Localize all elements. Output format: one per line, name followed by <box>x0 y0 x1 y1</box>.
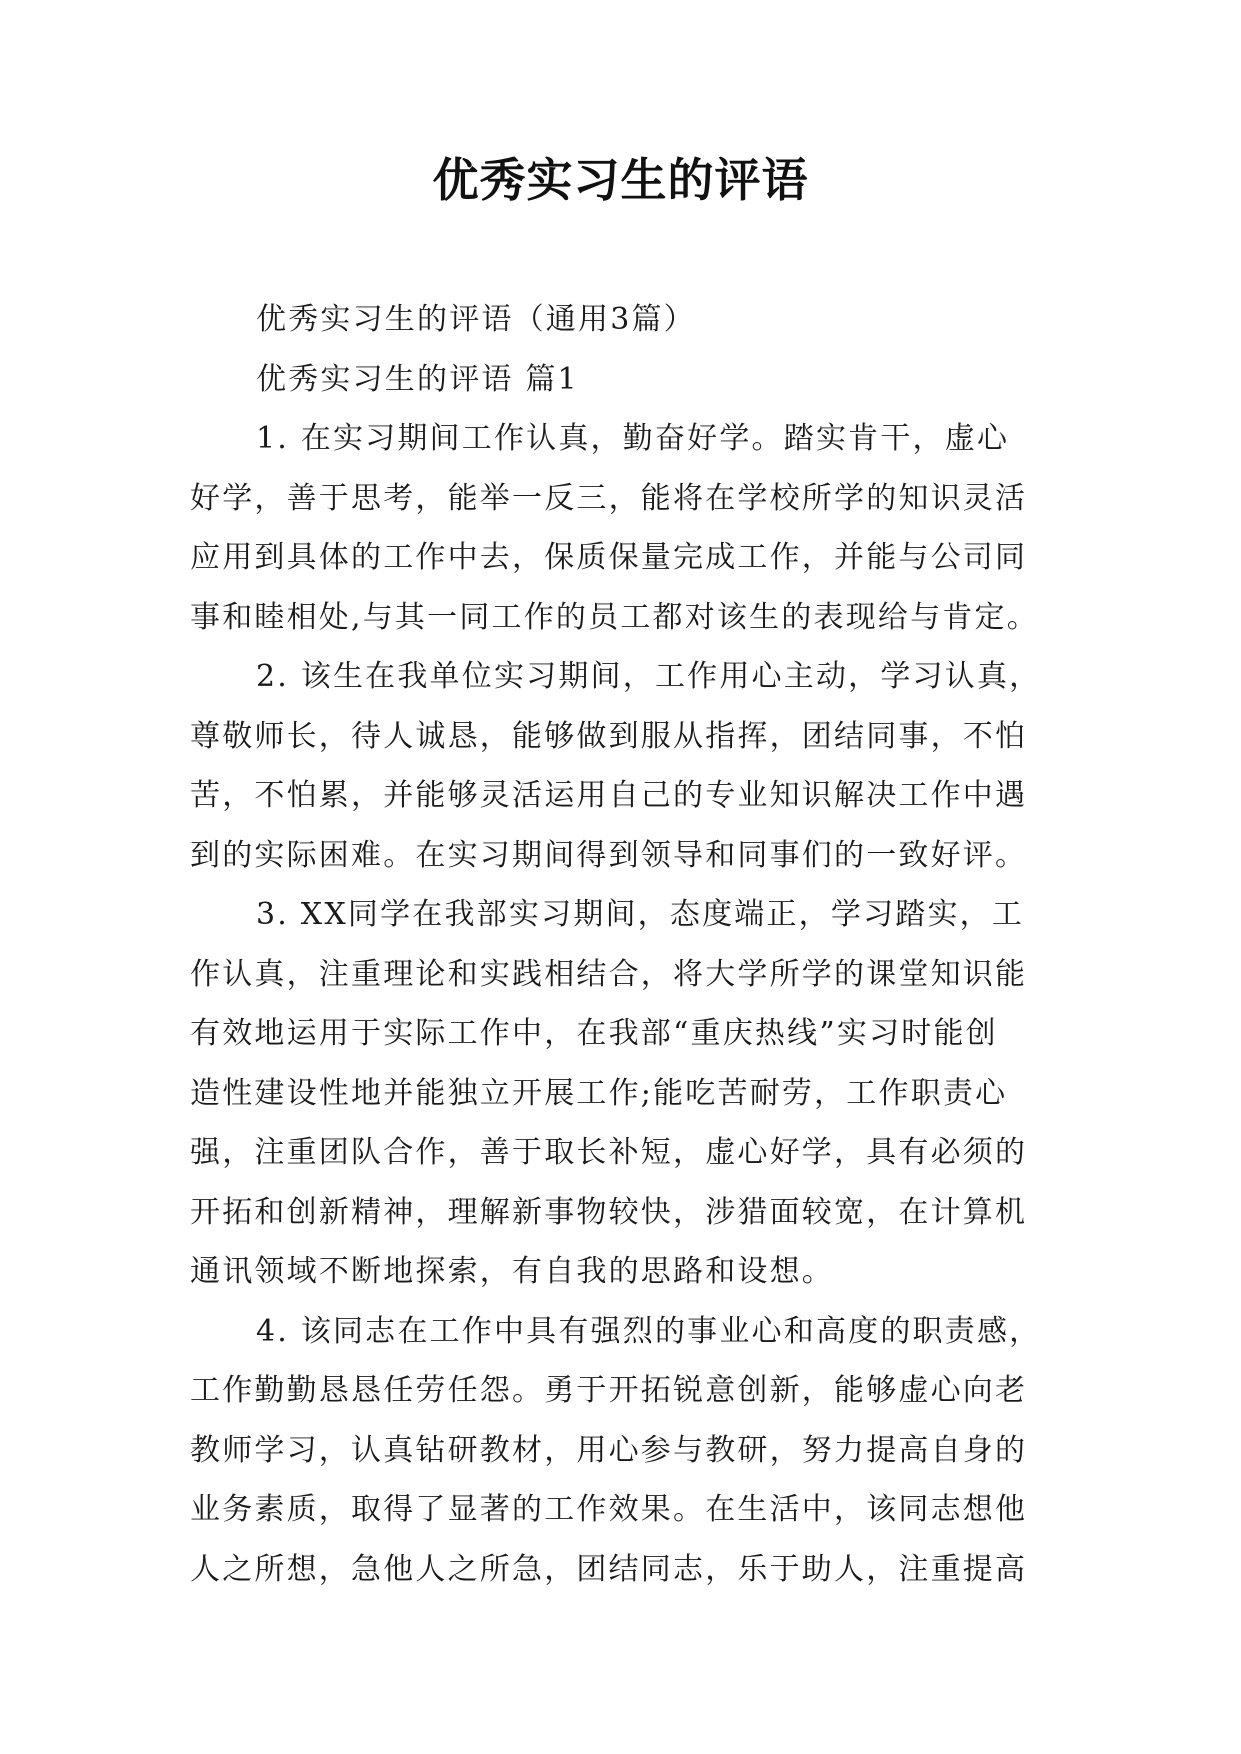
text-line: 2. 该生在我单位实习期间，工作用心主动，学习认真， <box>256 659 1042 694</box>
text-line: 人之所想，急他人之所急，团结同志，乐于助人，注重提高 <box>190 1551 1028 1587</box>
text-line: 优秀实习生的评语 篇1 <box>256 361 579 397</box>
text-line: 通讯领域不断地探索，有自我的思路和设想。 <box>190 1254 834 1289</box>
text-line: 有效地运用于实际工作中，在我部“重庆热线”实习时能创 <box>190 1016 998 1051</box>
text-line: 教师学习，认真钻研教材，用心参与教研，努力提高自身的 <box>190 1432 1028 1468</box>
text-line: 到的实际困难。在实习期间得到领导和同事们的一致好评。 <box>190 837 1028 873</box>
text-line: 好学，善于思考，能举一反三，能将在学校所学的知识灵活 <box>190 480 1028 516</box>
text-line: 造性建设性地并能独立开展工作;能吃苦耐劳，工作职责心 <box>190 1075 1008 1111</box>
document-body <box>190 290 1052 1599</box>
text-line: 应用到具体的工作中去，保质保量完成工作，并能与公司同 <box>190 540 1028 575</box>
text-line: 尊敬师长，待人诚恳，能够做到服从指挥，团结同事，不怕 <box>190 718 1028 754</box>
text-line: 优秀实习生的评语（通用3篇） <box>256 302 696 337</box>
text-line: 1. 在实习期间工作认真，勤奋好学。踏实肯干，虚心 <box>256 421 1010 456</box>
text-line: 工作勤勤恳恳任劳任怨。勇于开拓锐意创新，能够虚心向老 <box>190 1373 1028 1408</box>
text-line: 3. XX同学在我部实习期间，态度端正，学习踏实，工 <box>256 897 1025 932</box>
text-line: 作认真，注重理论和实践相结合，将大学所学的课堂知识能 <box>190 956 1028 992</box>
text-line: 苦，不怕累，并能够灵活运用自己的专业知识解决工作中遇 <box>190 778 1028 813</box>
text-line: 强，注重团队合作，善于取长补短，虚心好学，具有必须的 <box>190 1135 1028 1170</box>
text-line: 4. 该同志在工作中具有强烈的事业心和高度的职责感， <box>256 1313 1042 1349</box>
text-line: 业务素质，取得了显著的工作效果。在生活中，该同志想他 <box>190 1492 1028 1527</box>
text-line: 开拓和创新精神，理解新事物较快，涉猎面较宽，在计算机 <box>190 1194 1028 1230</box>
document-title: 优秀实习生的评语 <box>432 153 809 207</box>
text-line: 事和睦相处,与其一同工作的员工都对该生的表现给与肯定。 <box>190 599 1039 635</box>
